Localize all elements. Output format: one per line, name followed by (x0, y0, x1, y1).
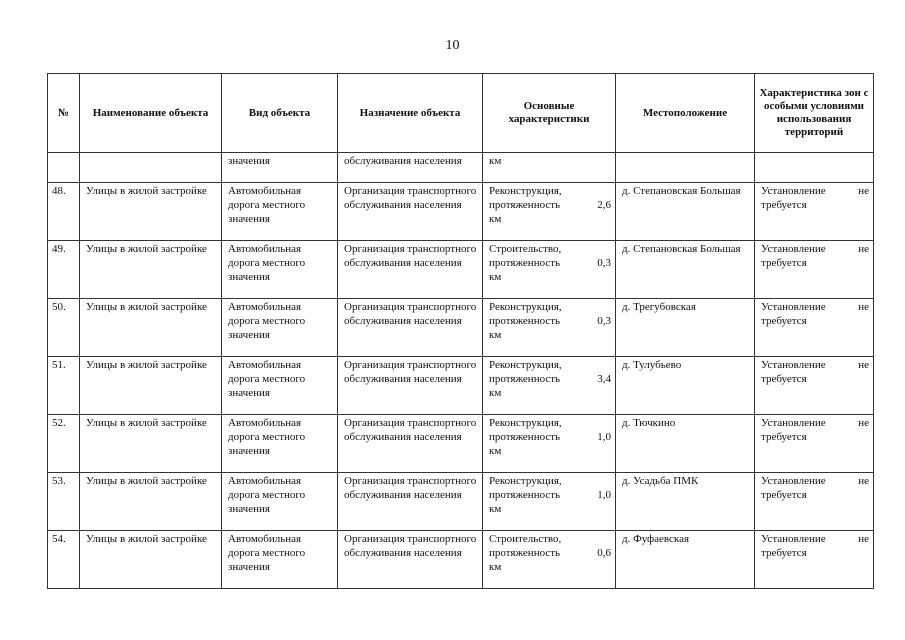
cell-object-purpose: Организация транспортного обслуживания населения (338, 357, 483, 415)
characteristics-action: Реконструкция, (489, 359, 562, 371)
zone-status-word-1: Установление (761, 185, 826, 197)
characteristics-length-label: протяженность (489, 547, 561, 559)
table-row (48, 299, 874, 357)
characteristics-length-value: 2,6 (597, 199, 611, 211)
characteristics-length-value: 1,0 (597, 489, 611, 501)
cell-object-kind: Автомобильная дорога местного значения (222, 299, 338, 357)
cell-object-name: Улицы в жилой застройке (80, 415, 222, 473)
zone-status-word-2: не (858, 417, 869, 429)
objects-table (47, 73, 874, 589)
zone-status-word-3: требуется (761, 489, 807, 501)
characteristics-length-label: протяженность (489, 373, 561, 385)
cell-main-characteristics (483, 357, 616, 415)
cell-object-kind: Автомобильная дорога местного значения (222, 473, 338, 531)
zone-status-word-2: не (858, 243, 869, 255)
cell-object-kind: Автомобильная дорога местного значения (222, 415, 338, 473)
header-number: № (48, 74, 80, 153)
cell-object-kind: Автомобильная дорога местного значения (222, 183, 338, 241)
characteristics-length (489, 488, 611, 502)
cell-object-name: Улицы в жилой застройке (80, 531, 222, 589)
characteristics-length (489, 314, 611, 328)
cell-number (48, 153, 80, 183)
cell-object-name: Улицы в жилой застройке (80, 473, 222, 531)
cell-object-purpose: обслуживания населения (338, 153, 483, 183)
cell-object-purpose: Организация транспортного обслуживания населения (338, 415, 483, 473)
header-object-purpose: Назначение объекта (338, 74, 483, 153)
cell-object-name: Улицы в жилой застройке (80, 241, 222, 299)
zone-status-word-3: требуется (761, 257, 807, 269)
characteristics-length-label: протяженность (489, 257, 561, 269)
cell-location: д. Тючкино (616, 415, 755, 473)
cell-object-name: Улицы в жилой застройке (80, 357, 222, 415)
zone-status-word-1: Установление (761, 301, 826, 313)
cell-main-characteristics (483, 241, 616, 299)
characteristics-action: Строительство, (489, 243, 562, 255)
cell-location: д. Трегубовская (616, 299, 755, 357)
cell-object-name: Улицы в жилой застройке (80, 299, 222, 357)
cell-zone-characteristics (755, 473, 874, 531)
header-zone-characteristics: Характеристика зон с особыми условиями использования территорий (755, 74, 874, 153)
zone-status-word-2: не (858, 301, 869, 313)
cell-number: 50. (48, 299, 80, 357)
cell-zone-characteristics (755, 153, 874, 183)
cell-object-name: Улицы в жилой застройке (80, 183, 222, 241)
characteristics-unit: км (489, 387, 502, 399)
zone-status-word-2: не (858, 475, 869, 487)
zone-status-word-1: Установление (761, 359, 826, 371)
cell-zone-characteristics (755, 299, 874, 357)
cell-zone-characteristics (755, 357, 874, 415)
cell-main-characteristics (483, 531, 616, 589)
cell-object-purpose: Организация транспортного обслуживания населения (338, 473, 483, 531)
characteristics-length (489, 372, 611, 386)
zone-status-word-2: не (858, 185, 869, 197)
characteristics-length-label: протяженность (489, 431, 561, 443)
characteristics-unit: км (489, 503, 502, 515)
cell-object-kind: Автомобильная дорога местного значения (222, 357, 338, 415)
table-row (48, 473, 874, 531)
cell-number: 54. (48, 531, 80, 589)
characteristics-length-value: 0,6 (597, 547, 611, 559)
cell-object-kind: Автомобильная дорога местного значения (222, 241, 338, 299)
header-location: Местоположение (616, 74, 755, 153)
zone-status-word-3: требуется (761, 547, 807, 559)
zone-status-line (761, 358, 869, 372)
cell-object-purpose: Организация транспортного обслуживания населения (338, 241, 483, 299)
table-row (48, 241, 874, 299)
cell-object-kind: значения (222, 153, 338, 183)
characteristics-action: Реконструкция, (489, 185, 562, 197)
cell-location: д. Фуфаевская (616, 531, 755, 589)
table-row (48, 531, 874, 589)
characteristics-action: Реконструкция, (489, 301, 562, 313)
cell-main-characteristics (483, 415, 616, 473)
table-row (48, 183, 874, 241)
zone-status-word-1: Установление (761, 475, 826, 487)
zone-status-line (761, 300, 869, 314)
cell-object-purpose: Организация транспортного обслуживания населения (338, 299, 483, 357)
cell-location: д. Степановская Большая (616, 241, 755, 299)
zone-status-line (761, 532, 869, 546)
cell-zone-characteristics (755, 183, 874, 241)
zone-status-word-3: требуется (761, 431, 807, 443)
header-object-kind: Вид объекта (222, 74, 338, 153)
characteristics-unit: км (489, 213, 502, 225)
table-header-row (48, 74, 874, 153)
characteristics-action: Реконструкция, (489, 417, 562, 429)
zone-status-word-3: требуется (761, 315, 807, 327)
cell-location: д. Тулубьево (616, 357, 755, 415)
characteristics-length-value: 3,4 (597, 373, 611, 385)
characteristics-unit: км (489, 445, 502, 457)
zone-status-word-3: требуется (761, 199, 807, 211)
cell-number: 52. (48, 415, 80, 473)
zone-status-word-3: требуется (761, 373, 807, 385)
zone-status-line (761, 474, 869, 488)
zone-status-word-1: Установление (761, 533, 826, 545)
cell-zone-characteristics (755, 531, 874, 589)
characteristics-length (489, 430, 611, 444)
characteristics-unit: км (489, 271, 502, 283)
characteristics-length-label: протяженность (489, 199, 561, 211)
cell-main-characteristics (483, 299, 616, 357)
characteristics-length (489, 546, 611, 560)
cell-zone-characteristics (755, 415, 874, 473)
characteristics-length-label: протяженность (489, 489, 561, 501)
zone-status-line (761, 242, 869, 256)
cell-location (616, 153, 755, 183)
characteristics-length-value: 1,0 (597, 431, 611, 443)
cell-object-purpose: Организация транспортного обслуживания населения (338, 531, 483, 589)
header-main-characteristics: Основные характеристики (483, 74, 616, 153)
zone-status-line (761, 416, 869, 430)
cell-main-characteristics (483, 183, 616, 241)
characteristics-length-value: 0,3 (597, 257, 611, 269)
characteristics-length (489, 256, 611, 270)
characteristics-length-value: 0,3 (597, 315, 611, 327)
table-row (48, 357, 874, 415)
zone-status-word-2: не (858, 533, 869, 545)
cell-number: 49. (48, 241, 80, 299)
characteristics-unit: км (489, 329, 502, 341)
characteristics-length (489, 198, 611, 212)
cell-object-kind: Автомобильная дорога местного значения (222, 531, 338, 589)
cell-location: д. Усадьба ПМК (616, 473, 755, 531)
cell-zone-characteristics (755, 241, 874, 299)
cell-object-purpose: Организация транспортного обслуживания населения (338, 183, 483, 241)
characteristics-length-label: протяженность (489, 315, 561, 327)
cell-main-characteristics: км (483, 153, 616, 183)
cell-number: 48. (48, 183, 80, 241)
zone-status-word-1: Установление (761, 243, 826, 255)
cell-number: 51. (48, 357, 80, 415)
characteristics-action: Строительство, (489, 533, 562, 545)
zone-status-word-1: Установление (761, 417, 826, 429)
cell-number: 53. (48, 473, 80, 531)
zone-status-line (761, 184, 869, 198)
cell-location: д. Степановская Большая (616, 183, 755, 241)
table-row (48, 415, 874, 473)
continuation-row (48, 153, 874, 183)
zone-status-word-2: не (858, 359, 869, 371)
page-number: 10 (445, 38, 460, 53)
cell-object-name (80, 153, 222, 183)
characteristics-action: Реконструкция, (489, 475, 562, 487)
characteristics-unit: км (489, 561, 502, 573)
header-object-name: Наименование объекта (80, 74, 222, 153)
cell-main-characteristics (483, 473, 616, 531)
